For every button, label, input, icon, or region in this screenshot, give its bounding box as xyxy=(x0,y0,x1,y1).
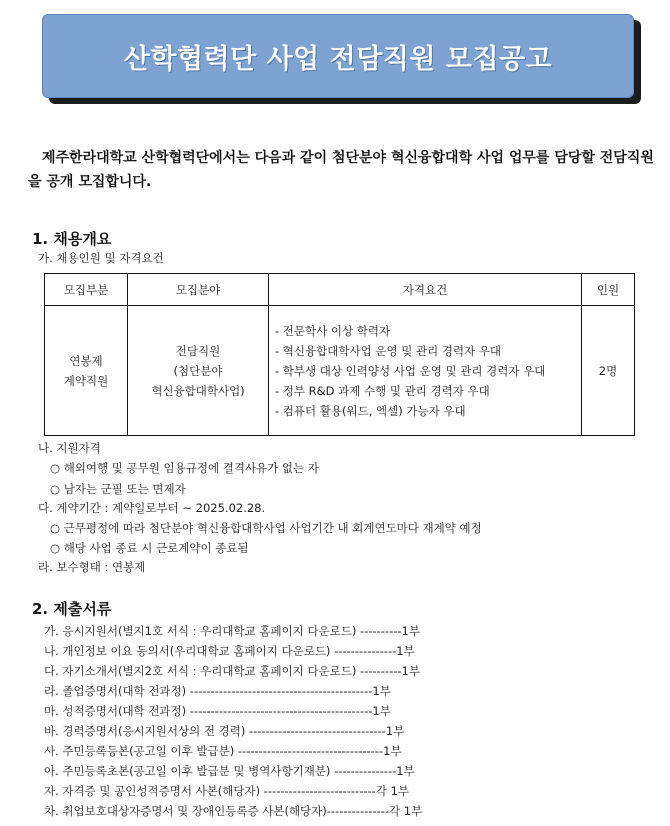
section1-heading: 1. 채용개요 xyxy=(32,230,112,248)
qualification-item: - 정부 R&D 과제 수행 및 관리 경력자 우대 xyxy=(275,383,490,398)
list-item: 차. 취업보호대상자증명서 및 장애인등록증 사본(해당자)---------------각 1부 xyxy=(44,804,423,818)
table-row xyxy=(45,306,635,436)
section1-a-label: 가. 채용인원 및 자격요건 xyxy=(38,251,164,265)
list-item: 라. 졸업증명서(대학 전과정) --------------------------------------------1부 xyxy=(44,684,391,698)
title-banner xyxy=(42,14,634,98)
intro-paragraph: 제주한라대학교 산학협력단에서는 다음과 같이 첨단분야 혁신융합대학 사업 업무를 담당할 전담직원을 공개 모집합니다. xyxy=(28,150,654,190)
dept-cell: 연봉제 계약직원 xyxy=(45,306,128,436)
header-field: 모집분야 xyxy=(128,274,269,306)
list-item: ○ 근무평정에 따라 첨단분야 혁신융합대학사업 사업기간 내 회계연도마다 재계약 예정 xyxy=(50,521,482,535)
section2-heading: 2. 제출서류 xyxy=(32,600,112,618)
section1-d-label: 라. 보수형태 : 연봉제 xyxy=(38,560,146,574)
list-item: 바. 경력증명서(응시지원서상의 전 경력) ---------------------------------1부 xyxy=(44,724,405,738)
list-item: ○ 남자는 군필 또는 면제자 xyxy=(50,482,186,496)
list-item: 자. 자격증 및 공인성적증명서 사본(해당자) ---------------------------각 1부 xyxy=(44,784,409,798)
list-item: 나. 개인정보 이요 동의서(우리대학교 홈페이지 다운로드) ---------------1부 xyxy=(44,644,415,658)
qualification-item: - 컴퓨터 활용(워드, 엑셀) 가능자 우대 xyxy=(275,403,466,418)
field-cell: 전담직원 (첨단분야 혁신융합대학사업) xyxy=(128,306,269,436)
table-header-row xyxy=(45,274,635,306)
count-cell: 2명 xyxy=(582,306,635,436)
qualification-item: - 전문학사 이상 학력자 xyxy=(275,323,391,338)
list-item: 아. 주민등록초본(공고일 이후 발급분 및 병역사항기재분) ---------------1부 xyxy=(44,764,415,778)
page-title: 산학협력단 사업 전담직원 모집공고 xyxy=(123,43,553,75)
section1-c-label: 다. 계약기간 : 계약일로부터 ~ 2025.02.28. xyxy=(38,501,266,515)
list-item: 사. 주민등록등본(공고일 이후 발급분) -----------------------------------1부 xyxy=(44,744,402,758)
header-dept: 모집부분 xyxy=(45,274,128,306)
qualifications-cell xyxy=(269,306,582,436)
requirements-table xyxy=(44,273,635,436)
qualification-item: - 학부생 대상 인력양성 사업 운영 및 관리 경력자 우대 xyxy=(275,363,546,378)
list-item: ○ 해당 사업 종료 시 근로계약이 종료됨 xyxy=(50,541,249,555)
list-item: 다. 자기소개서(별지2호 서식 : 우리대학교 홈페이지 다운로드) ----------1부 xyxy=(44,664,420,678)
list-item: 가. 응시지원서(별지1호 서식 : 우리대학교 홈페이지 다운로드) ----------1부 xyxy=(44,624,420,638)
qualification-item: - 혁신융합대학사업 운영 및 관리 경력자 우대 xyxy=(275,343,502,358)
header-count: 인원 xyxy=(582,274,635,306)
section1-b-label: 나. 지원자격 xyxy=(38,441,101,455)
list-item: ○ 해외여행 및 공무원 임용규정에 결격사유가 없는 자 xyxy=(50,461,319,475)
header-qualifications: 자격요건 xyxy=(269,274,582,306)
list-item: 마. 성적증명서(대학 전과정) --------------------------------------------1부 xyxy=(44,704,391,718)
